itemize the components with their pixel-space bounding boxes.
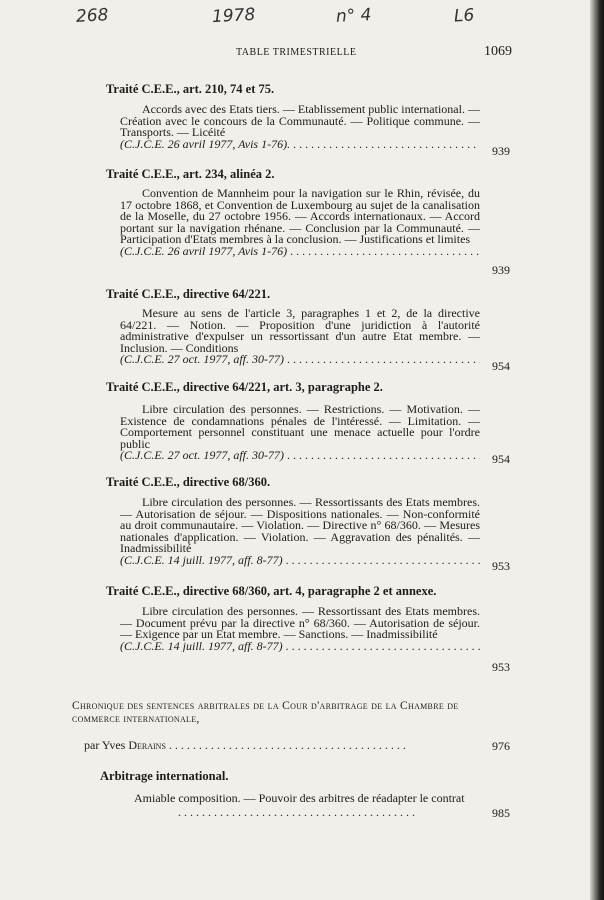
author-name: Derains — [128, 738, 166, 752]
entry-text — [120, 404, 480, 462]
entry-title: Traité C.E.E., directive 68/360. — [106, 475, 271, 489]
handwritten-note-left: 268 — [75, 5, 109, 27]
entry-description: Libre circulation des personnes. — Ressortissant des Etats membres. — Document prévu par la directive n° 68/360. — Autorisation de séjour. — Exigence par un Etat membre. — Sanctions. — Inadmissibilité — [120, 604, 480, 642]
entry-page-ref: 954 — [492, 359, 510, 373]
author-prefix: par Yves — [84, 738, 126, 752]
entry-citation: (C.J.C.E. 14 juill. 1977, aff. 8-77) — [120, 640, 283, 653]
entry-title: Traité C.E.E., directive 64/221, art. 3, paragraphe 2. — [106, 380, 383, 394]
running-title: TABLE TRIMESTRIELLE — [236, 47, 357, 58]
entry-citation: (C.J.C.E. 27 oct. 1977, aff. 30-77) — [120, 354, 284, 366]
handwritten-note-right: L6 — [453, 5, 475, 27]
entry-citation-line — [120, 246, 480, 258]
entry-description: Accords avec des Etats tiers. — Etablissement public international. — Création avec le concours de la Communauté. — Politique commune. — Transports. — Licéité — [120, 102, 480, 140]
entry-citation: (C.J.C.E. 27 oct. 1977, aff. 30-77) — [120, 450, 284, 462]
entry-page-ref: 939 — [492, 144, 510, 158]
entry-description: Libre circulation des personnes. — Ressortissants des Etats membres. — Autorisation de séjour. — Dispositions nationales. — Non-conformité au droit communautaire. — Violation. — Directive n° 68/360. — Mesures nationales d'application. — Violation. — Aggravation des pénalités. — Inadmissibilité — [120, 495, 480, 556]
entry-text — [120, 606, 480, 652]
chronique-author-line — [84, 738, 484, 753]
entry-text — [120, 104, 480, 150]
book-binding-shadow — [590, 0, 604, 900]
arbitrage-page-ref: 985 — [492, 806, 510, 820]
page-header — [0, 44, 590, 64]
entry-description: Convention de Mannheim pour la navigation sur le Rhin, révisée, du 17 octobre 1868, et Convention de Luxembourg au sujet de la canalisation de la Moselle, du 27 octobre 1956. — Accords internationaux. — Accord portant sur la navigation rhénane. — Conclusion par la Communauté. — Participation d'Etats membres à la conclusion. — Justifications et limites — [120, 186, 480, 247]
entry-citation: (C.J.C.E. 26 avril 1977, Avis 1-76) — [120, 245, 288, 258]
entry-citation-line — [120, 555, 480, 567]
entry-page-ref: 954 — [492, 452, 510, 466]
entry-page-ref: 953 — [492, 559, 510, 573]
entry-citation-line — [120, 354, 480, 366]
entry-description: Mesure au sens de l'article 3, paragraphes 1 et 2, de la directive 64/221. — Notion. — Proposition d'une juridiction à l'autorité administrative d'expulser un ressortissant d'un autre Etat membre. — Inclusion. — Conditions — [120, 306, 480, 355]
entry-citation: (C.J.C.E. 26 avril 1977, Avis 1-76). — [120, 138, 291, 151]
entry-citation-line — [120, 450, 480, 462]
entry-citation-line — [120, 139, 480, 151]
chronique-page-ref: 976 — [492, 739, 510, 753]
arbitrage-leader-dots — [178, 805, 474, 820]
handwritten-note-year: 1978 — [211, 4, 256, 28]
entry-citation: (C.J.C.E. 14 juill. 1977, aff. 8-77) — [120, 554, 283, 567]
section-title: Arbitrage international. — [100, 769, 229, 783]
entry-title: Traité C.E.E., art. 210, 74 et 75. — [106, 82, 275, 96]
page-number: 1069 — [484, 44, 512, 59]
entry-text — [120, 188, 480, 258]
chronique-title: Chronique des sentences arbitrales de la Cour d'arbitrage de la Chambre de commerce internationale, — [72, 700, 459, 725]
entry-title: Traité C.E.E., directive 68/360, art. 4, paragraphe 2 et annexe. — [106, 584, 437, 598]
entry-title: Traité C.E.E., art. 234, alinéa 2. — [106, 167, 275, 181]
entry-page-ref: 953 — [492, 660, 510, 674]
entry-page-ref: 939 — [492, 263, 510, 277]
entry-title: Traité C.E.E., directive 64/221. — [106, 287, 271, 301]
arbitrage-description: Amiable composition. — Pouvoir des arbitres de réadapter le contrat — [134, 791, 465, 805]
entry-text — [120, 308, 480, 366]
entry-text — [120, 497, 480, 567]
handwritten-note-issue: n° 4 — [335, 5, 372, 27]
entry-citation-line — [120, 641, 480, 653]
arbitrage-text — [120, 792, 480, 805]
author-leader-dots — [169, 738, 406, 752]
entry-description: Libre circulation des personnes. — Restrictions. — Motivation. — Existence de condamnations pénales de l'intéressé. — Limitation. — Comportement personnel constituant une menace actuelle pour l'ordre public — [120, 402, 480, 451]
